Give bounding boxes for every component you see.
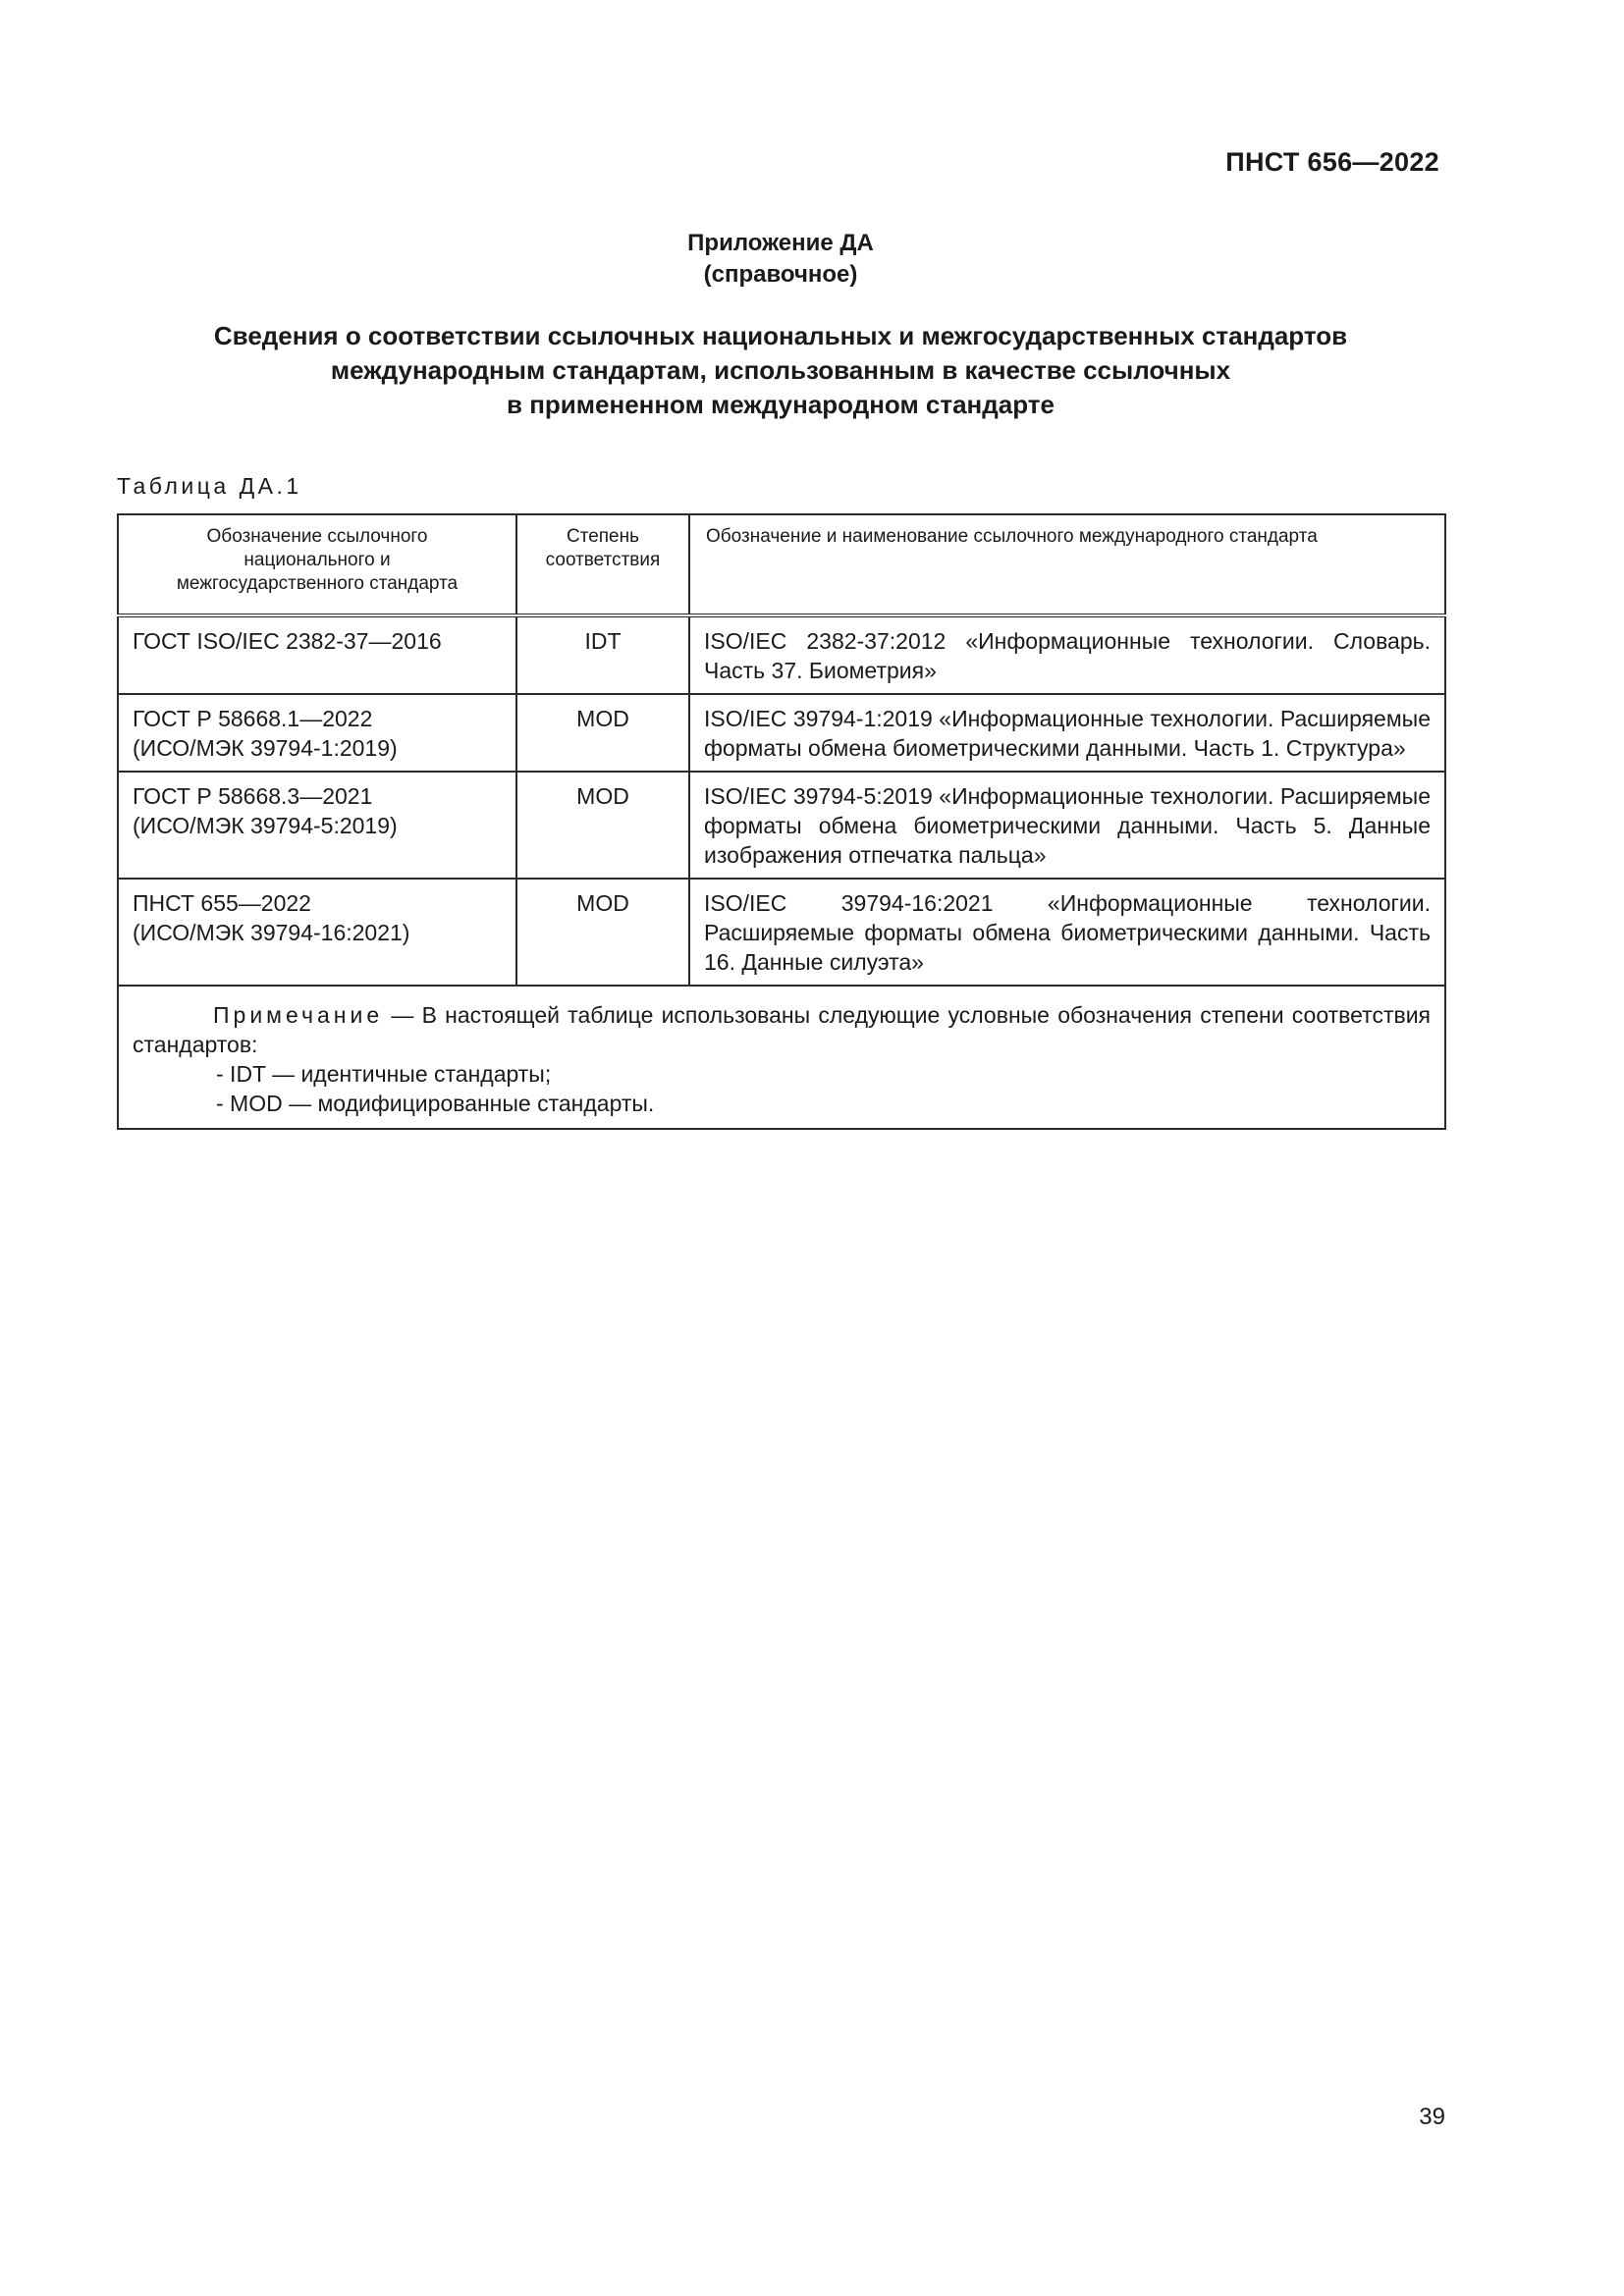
- column-header-degree: [516, 514, 689, 615]
- header-line: межгосударственного стандарта: [176, 573, 459, 594]
- column-header-national-standard: [118, 514, 516, 615]
- table-row: [118, 694, 1445, 772]
- standard-equivalent: (ИСО/МЭК 39794-5:2019): [133, 813, 398, 838]
- table-note: [118, 986, 1445, 1129]
- national-standard-cell: [118, 879, 516, 986]
- standard-designation: ПНСТ 655—2022: [133, 890, 311, 916]
- standard-designation: ГОСТ Р 58668.1—2022: [133, 706, 373, 731]
- column-header-international-standard: [689, 514, 1445, 615]
- international-standard-cell: ISO/IEC 39794-16:2021 «Информационные технологии. Расширяемые форматы обмена биометрическими данными. Часть 16. Данные силуэта»: [689, 879, 1445, 986]
- annex-title: Приложение ДА: [687, 230, 874, 256]
- header-line: Степень: [566, 526, 640, 547]
- degree-cell: MOD: [516, 772, 689, 879]
- table-row: [118, 772, 1445, 879]
- international-standard-cell: ISO/IEC 39794-5:2019 «Информационные технологии. Расширяемые форматы обмена биометрическими данными. Часть 5. Данные изображения отпечатка пальца»: [689, 772, 1445, 879]
- table-header-row: [118, 514, 1445, 615]
- national-standard-cell: [118, 615, 516, 694]
- note-text: — В настоящей таблице использованы следующие условные обозначения степени соответствия стандартов:: [133, 1002, 1431, 1057]
- heading-line: в примененном международном стандарте: [507, 390, 1055, 419]
- international-standard-cell: ISO/IEC 39794-1:2019 «Информационные технологии. Расширяемые форматы обмена биометрическими данными. Часть 1. Структура»: [689, 694, 1445, 772]
- note-indent: [133, 1002, 383, 1028]
- note-item: - IDT — идентичные стандарты;: [216, 1061, 552, 1087]
- document-code: ПНСТ 656—2022: [1225, 147, 1439, 177]
- note-label: Примечание: [213, 1002, 384, 1028]
- header-line: Обозначение и наименование ссылочного международного стандарта: [706, 526, 1318, 547]
- note-item: - MOD — модифицированные стандарты.: [216, 1091, 655, 1116]
- standard-equivalent: (ИСО/МЭК 39794-1:2019): [133, 735, 398, 761]
- standard-designation: ГОСТ ISO/IEC 2382-37—2016: [133, 628, 442, 654]
- table-row: [118, 615, 1445, 694]
- page-number: 39: [1419, 2104, 1445, 2130]
- degree-cell: MOD: [516, 694, 689, 772]
- standard-designation: ГОСТ Р 58668.3—2021: [133, 783, 373, 809]
- section-heading: [118, 319, 1443, 422]
- table-caption: Таблица ДА.1: [117, 473, 302, 499]
- reference-table: [117, 513, 1446, 1130]
- header-line: национального и: [244, 550, 391, 570]
- table-note-row: [118, 986, 1445, 1129]
- annex-title-block: [0, 228, 1561, 291]
- table-row: [118, 879, 1445, 986]
- header-line: Обозначение ссылочного: [206, 526, 428, 547]
- header-line: соответствия: [545, 550, 661, 570]
- heading-line: Сведения о соответствии ссылочных национальных и межгосударственных стандартов: [213, 321, 1348, 350]
- annex-subtitle: (справочное): [703, 261, 858, 288]
- standard-equivalent: (ИСО/МЭК 39794-16:2021): [133, 920, 410, 945]
- reference-table-container: [117, 513, 1444, 1130]
- heading-line: международным стандартам, использованным в качестве ссылочных: [330, 355, 1231, 385]
- degree-cell: IDT: [516, 615, 689, 694]
- degree-cell: MOD: [516, 879, 689, 986]
- national-standard-cell: [118, 772, 516, 879]
- international-standard-cell: ISO/IEC 2382-37:2012 «Информационные технологии. Словарь. Часть 37. Биометрия»: [689, 615, 1445, 694]
- national-standard-cell: [118, 694, 516, 772]
